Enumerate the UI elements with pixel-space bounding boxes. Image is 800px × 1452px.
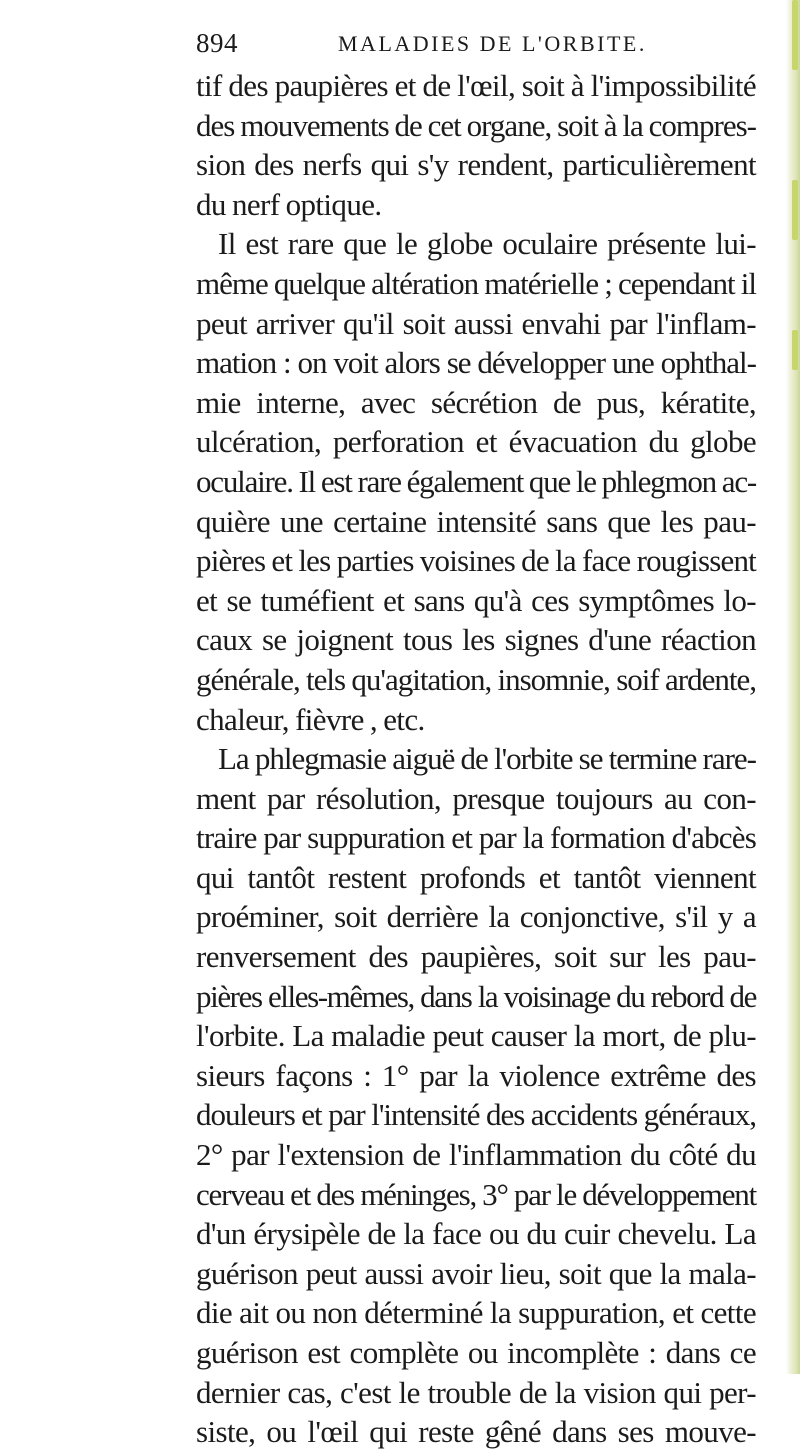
text-line: oculaire. Il est rare également que le phlegmon ac- (196, 463, 756, 499)
running-head (196, 28, 756, 62)
text-line: qui tantôt restent profonds et tantôt viennent (196, 859, 756, 895)
text-line: caux se joignent tous les signes d'une réaction (196, 622, 756, 658)
text-line: du nerf optique. (196, 186, 382, 222)
text-line: quière une certaine intensité sans que les pau- (196, 503, 756, 539)
text-line: peut arriver qu'il soit aussi envahi par l'inflam- (196, 305, 756, 341)
text-line: proéminer, soit derrière la conjonctive, s'il y a (196, 899, 756, 935)
text-line: traire par suppuration et par la formation d'abcès (196, 820, 756, 856)
page-edge-shadow (786, 0, 800, 1374)
text-line: chaleur, fièvre , etc. (196, 701, 425, 737)
text-line: mie interne, avec sécrétion de pus, kératite, (196, 384, 756, 420)
text-line: cerveau et des méninges, 3° par le développement (196, 1176, 756, 1212)
text-line: 2° par l'extension de l'inflammation du côté du (196, 1137, 756, 1173)
text-line: sion des nerfs qui s'y rendent, particulièrement (196, 147, 756, 183)
text-line: pières elles-mêmes, dans la voisinage du rebord de (196, 978, 756, 1014)
text-line: sieurs façons : 1° par la violence extrême des (196, 1057, 756, 1093)
page-edge-stain (792, 0, 798, 70)
text-line: l'orbite. La maladie peut causer la mort, de plu- (196, 1018, 756, 1054)
text-line: guérison peut aussi avoir lieu, soit que la mala- (196, 1255, 756, 1291)
text-line: générale, tels qu'agitation, insomnie, soif ardente, (196, 661, 756, 697)
page-edge-stain (792, 330, 798, 370)
page-number: 894 (196, 28, 238, 58)
text-line: siste, ou l'œil qui reste gêné dans ses mouve- (196, 1414, 756, 1450)
text-line: mation : on voit alors se développer une ophthal- (196, 345, 756, 381)
text-line: et se tuméfient et sans qu'à ces symptômes lo- (196, 582, 756, 618)
text-line: ulcération, perforation et évacuation du globe (196, 424, 756, 460)
text-line: des mouvements de cet organe, soit à la compres- (196, 107, 756, 143)
text-line: La phlegmasie aiguë de l'orbite se termine rare- (218, 741, 756, 777)
text-line: d'un érysipèle de la face ou du cuir chevelu. La (196, 1216, 756, 1252)
text-line: Il est rare que le globe oculaire présente lui- (218, 226, 756, 262)
text-line: guérison est complète ou incomplète : dans ce (196, 1335, 756, 1370)
page-edge-stain (792, 180, 798, 240)
running-title: MALADIES DE L'ORBITE. (338, 31, 647, 56)
text-line: pières et les parties voisines de la face rougissent (196, 543, 756, 579)
text-line: renversement des paupières, soit sur les pau- (196, 939, 756, 975)
text-line: ment par résolution, presque toujours au con- (196, 780, 756, 816)
text-line: même quelque altération matérielle ; cependant il (196, 265, 756, 301)
body-text (196, 66, 756, 1452)
text-line: die ait ou non déterminé la suppuration, et cette (196, 1295, 756, 1331)
text-line: douleurs et par l'intensité des accidents généraux, (196, 1097, 756, 1133)
text-line: dernier cas, c'est le trouble de la vision qui per- (196, 1374, 756, 1410)
text-line: tif des paupières et de l'œil, soit à l'impossibilité (196, 68, 756, 103)
